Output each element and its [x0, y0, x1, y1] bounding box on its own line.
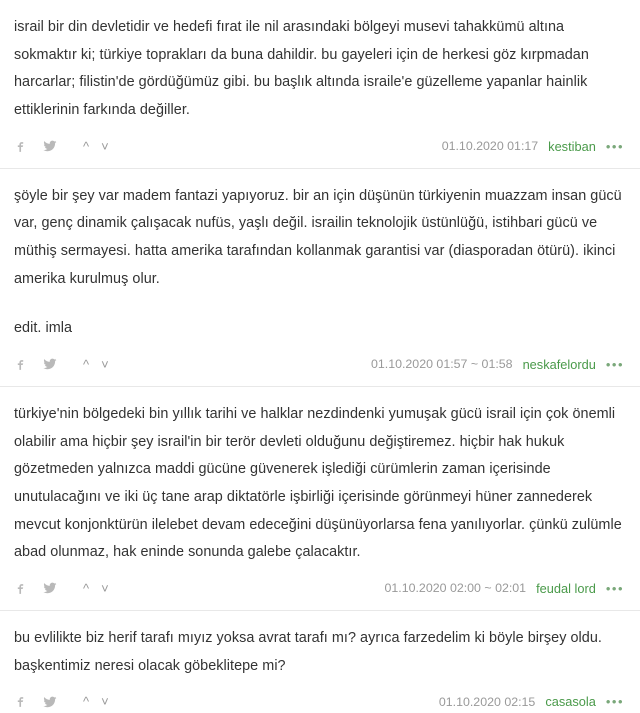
- entry-date: 01.10.2020 02:00 ~ 02:01: [384, 581, 527, 596]
- entry-meta: [371, 357, 626, 372]
- entry-paragraph: edit. imla: [14, 320, 73, 337]
- twitter-icon[interactable]: [43, 581, 57, 595]
- entry: [0, 387, 640, 611]
- entry-paragraph: türkiye'nin bölgedeki bin yıllık tarihi ve halklar nezdindenki yumuşak gücü israil için çok önemli olabilir ama hiçbir şey israil'in bir terör devleti olduğunu değiştiremez. hiçbir hak hukuk gözetmeden yalnızca maddi gücüne güvenerek işlediği cürümlerin zaman içerisinde unutulacağını ve iki üç tane arap diktatörle işbirliği içerisinde görünmeyi hüner zannederek mevcut konjonktürün ilelebet devam edeceğini düşünüyorlarsa fena yanılıyorlar. çünkü zulümle abad olunmaz, hak eninde sonunda galebe çalacaktır.: [14, 405, 622, 561]
- entry-date: 01.10.2020 01:17: [441, 139, 539, 154]
- entry-meta: [384, 581, 626, 596]
- entry-footer: [0, 127, 640, 168]
- caret-up-icon[interactable]: ^: [83, 694, 90, 710]
- entry-author[interactable]: casasola: [545, 694, 596, 710]
- caret-down-icon[interactable]: ˅: [101, 356, 109, 372]
- caret-up-icon[interactable]: ^: [83, 356, 90, 372]
- more-options-icon[interactable]: •••: [605, 356, 624, 372]
- entry-footer: [0, 682, 640, 713]
- entry-meta: [439, 694, 626, 709]
- entry-author[interactable]: kestiban: [548, 138, 596, 154]
- twitter-icon[interactable]: [43, 139, 57, 153]
- caret-down-icon[interactable]: ˅: [101, 580, 109, 596]
- caret-down-icon[interactable]: ˅: [101, 138, 109, 154]
- facebook-icon[interactable]: [14, 582, 27, 595]
- entry-date: 01.10.2020 02:15: [438, 694, 536, 709]
- facebook-icon[interactable]: [14, 695, 27, 708]
- caret-up-icon[interactable]: ^: [83, 580, 90, 596]
- caret-up-icon[interactable]: ^: [83, 138, 90, 154]
- twitter-icon[interactable]: [43, 357, 57, 371]
- entry-content: [0, 0, 640, 127]
- vote-controls: [83, 140, 109, 153]
- entry-author[interactable]: feudal lord: [536, 580, 596, 596]
- more-options-icon[interactable]: •••: [605, 694, 624, 710]
- entry-content: [0, 387, 640, 569]
- entry-paragraph: bu evlilikte biz herif tarafı mıyız yoksa avrat tarafı mı? ayrıca farzedelim ki böyle birşey oldu. başkentimiz neresi olacak göbeklitepe mi?: [14, 629, 602, 674]
- entry-author[interactable]: neskafelordu: [522, 356, 596, 372]
- facebook-icon[interactable]: [14, 140, 27, 153]
- vote-controls: [83, 582, 109, 595]
- entry-footer: [0, 569, 640, 610]
- vote-controls: [83, 358, 109, 371]
- entry-actions: [14, 139, 109, 153]
- entry-footer: [0, 345, 640, 386]
- entry-paragraph: şöyle bir şey var madem fantazi yapıyoruz. bir an için düşünün türkiyenin muazzam insan gücü var, genç dinamik çalışacak nufüs, yaşlı değil. israilin teknolojik üstünlüğü, istihbari gücü ve müthiş sermayesi. hatta amerika tarafından kollanmak garantisi var (diasporadan ötürü). ikinci amerika kurulmuş olur.: [14, 187, 622, 287]
- entry-content: [0, 169, 640, 345]
- caret-down-icon[interactable]: ˅: [101, 694, 109, 710]
- vote-controls: [83, 695, 109, 708]
- entry-meta: [442, 139, 626, 154]
- entry: [0, 169, 640, 387]
- entry: [0, 0, 640, 169]
- more-options-icon[interactable]: •••: [605, 138, 624, 154]
- entry-paragraph: israil bir din devletidir ve hedefi fırat ile nil arasındaki bölgeyi musevi tahakkümü altına sokmaktır ki; türkiye toprakları da buna dahildir. bu gayeleri için de herkesi göz kırpmadan harcarlar; filistin'de gördüğümüz gibi. bu başlık altında israile'e güzelleme yapanlar hainlik ettiklerinin farkında değiller.: [14, 19, 589, 118]
- entry-date: 01.10.2020 01:57 ~ 01:58: [370, 357, 513, 372]
- facebook-icon[interactable]: [14, 358, 27, 371]
- more-options-icon[interactable]: •••: [605, 580, 624, 596]
- entry-actions: [14, 357, 109, 371]
- entry-content: [0, 611, 640, 682]
- entry-actions: [14, 581, 109, 595]
- entry: [0, 611, 640, 713]
- entry-actions: [14, 695, 109, 709]
- twitter-icon[interactable]: [43, 695, 57, 709]
